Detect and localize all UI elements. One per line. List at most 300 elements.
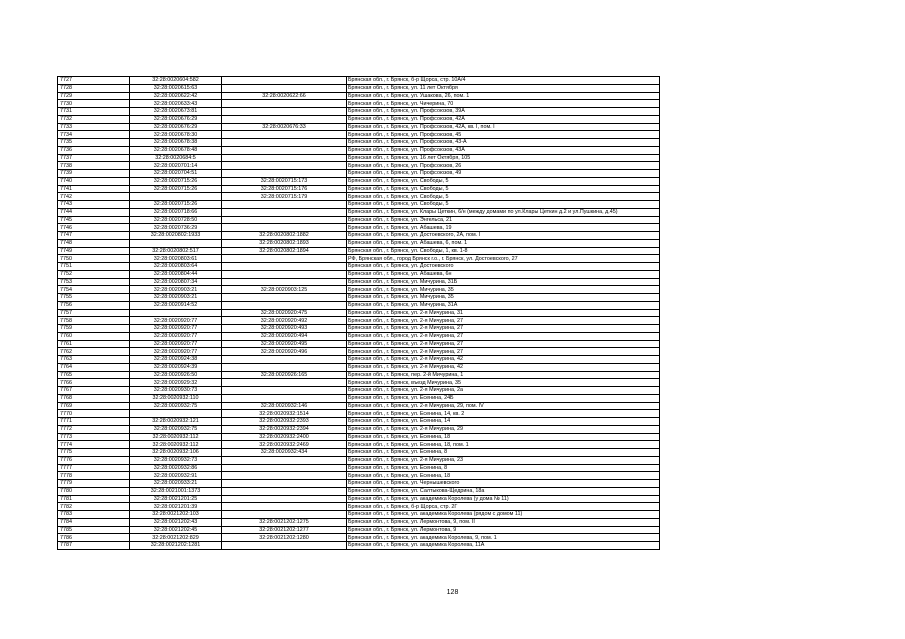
row-number-cell: 7736 xyxy=(58,146,130,154)
sub-object-number-cell xyxy=(222,480,347,488)
cadastral-number-cell: 32:28:0020932:106 xyxy=(130,449,222,457)
cadastral-number-cell: 32:28:0020704:51 xyxy=(130,170,222,178)
row-number-cell: 7750 xyxy=(58,255,130,263)
table-row xyxy=(58,154,660,162)
address-cell: Брянская обл., г. Брянск, ул. 2-я Мичурина, 23 xyxy=(347,456,660,464)
sub-object-number-cell xyxy=(222,278,347,286)
sub-object-number-cell xyxy=(222,108,347,116)
address-cell: Брянская обл., г. Брянск, пер. 2-й Мичурина, 1 xyxy=(347,371,660,379)
sub-object-number-cell: 32:28:0021202:1277 xyxy=(222,526,347,534)
sub-object-number-cell xyxy=(222,301,347,309)
cadastral-number-cell xyxy=(130,410,222,418)
cadastral-number-cell: 32:28:0020932:91 xyxy=(130,472,222,480)
table-row xyxy=(58,356,660,364)
table-row xyxy=(58,224,660,232)
row-number-cell: 7729 xyxy=(58,92,130,100)
address-cell: Брянская обл., г. Брянск, ул. 2-я Мичурина, 29 xyxy=(347,425,660,433)
row-number-cell: 7761 xyxy=(58,340,130,348)
table-row xyxy=(58,239,660,247)
address-cell: Брянская обл., г. Брянск, ул. Свободы, 5 xyxy=(347,193,660,201)
address-cell: Брянская обл., г. Брянск, ул. Профсоюзов, 49 xyxy=(347,170,660,178)
cadastral-number-cell: 32:28:0020903:21 xyxy=(130,286,222,294)
row-number-cell: 7752 xyxy=(58,270,130,278)
table-row xyxy=(58,131,660,139)
sub-object-number-cell xyxy=(222,216,347,224)
address-cell: Брянская обл., г. Брянск, б-р Щорса, стр. 2Г xyxy=(347,503,660,511)
row-number-cell: 7749 xyxy=(58,247,130,255)
row-number-cell: 7784 xyxy=(58,518,130,526)
row-number-cell: 7782 xyxy=(58,503,130,511)
table-row xyxy=(58,394,660,402)
address-cell: Брянская обл., г. Брянск, ул. Есенина, 14 xyxy=(347,418,660,426)
cadastral-number-cell: 32:28:0021001:1373 xyxy=(130,487,222,495)
address-cell: Брянская обл., г. Брянск, ул. Абашева, 6н xyxy=(347,270,660,278)
row-number-cell: 7747 xyxy=(58,232,130,240)
address-cell: Брянская обл., г. Брянск, ул. Есенина, 18, пом. 1 xyxy=(347,441,660,449)
cadastral-number-cell: 32:28:0020920:77 xyxy=(130,317,222,325)
address-cell: Брянская обл., г. Брянск, ул. академика Королева (у дома № 11) xyxy=(347,495,660,503)
row-number-cell: 7756 xyxy=(58,301,130,309)
address-cell: Брянская обл., г. Брянск, ул. 2-я Мичурина, 27 xyxy=(347,325,660,333)
row-number-cell: 7760 xyxy=(58,332,130,340)
row-number-cell: 7771 xyxy=(58,418,130,426)
table-row xyxy=(58,441,660,449)
table-row xyxy=(58,418,660,426)
table-row xyxy=(58,348,660,356)
sub-object-number-cell: 32:28:0020715:176 xyxy=(222,185,347,193)
table-row xyxy=(58,162,660,170)
address-cell: Брянская обл., г. Брянск, ул. Свободы, 5 xyxy=(347,177,660,185)
cadastral-number-cell: 32:28:0020932:121 xyxy=(130,418,222,426)
table-row xyxy=(58,247,660,255)
sub-object-number-cell xyxy=(222,511,347,519)
cadastral-number-cell: 32:28:0020932:110 xyxy=(130,394,222,402)
row-number-cell: 7765 xyxy=(58,371,130,379)
cadastral-number-cell: 32:28:0021202:829 xyxy=(130,534,222,542)
sub-object-number-cell xyxy=(222,456,347,464)
table-row xyxy=(58,402,660,410)
sub-object-number-cell xyxy=(222,464,347,472)
cadastral-number-cell xyxy=(130,193,222,201)
table-row xyxy=(58,495,660,503)
table-row xyxy=(58,232,660,240)
row-number-cell: 7786 xyxy=(58,534,130,542)
sub-object-number-cell xyxy=(222,77,347,85)
sub-object-number-cell: 32:28:0020932:2394 xyxy=(222,425,347,433)
table-row xyxy=(58,255,660,263)
row-number-cell: 7733 xyxy=(58,123,130,131)
cadastral-number-cell: 32:28:0020807:34 xyxy=(130,278,222,286)
sub-object-number-cell xyxy=(222,139,347,147)
sub-object-number-cell xyxy=(222,170,347,178)
row-number-cell: 7767 xyxy=(58,387,130,395)
sub-object-number-cell xyxy=(222,542,347,550)
table-row xyxy=(58,503,660,511)
cadastral-number-cell: 32:28:0020604:582 xyxy=(130,77,222,85)
cadastral-number-cell: 32:28:0020678:30 xyxy=(130,131,222,139)
cadastral-number-cell: 32:28:0021202:43 xyxy=(130,518,222,526)
table-row xyxy=(58,270,660,278)
address-cell: Брянская обл., г. Брянск, ул. Профсоюзов, 45 xyxy=(347,131,660,139)
sub-object-number-cell: 32:28:0020920:492 xyxy=(222,317,347,325)
table-row xyxy=(58,208,660,216)
table-row xyxy=(58,325,660,333)
table-row xyxy=(58,371,660,379)
row-number-cell: 7741 xyxy=(58,185,130,193)
cadastral-number-cell: 32:28:0020914:52 xyxy=(130,301,222,309)
address-cell: Брянская обл., г. Брянск, ул. Чернышевского xyxy=(347,480,660,488)
address-cell: Брянская обл., г. Брянск, ул. Есенина, 18 xyxy=(347,472,660,480)
row-number-cell: 7757 xyxy=(58,309,130,317)
address-cell: Брянская обл., г. Брянск, ул. Профсоюзов, 43-А xyxy=(347,139,660,147)
table-row xyxy=(58,278,660,286)
row-number-cell: 7758 xyxy=(58,317,130,325)
cadastral-number-cell: 32:28:0020673:81 xyxy=(130,108,222,116)
table-row xyxy=(58,123,660,131)
address-cell: Брянская обл., г. Брянск, ул. 2-я Мичурина, 42 xyxy=(347,363,660,371)
address-cell: Брянская обл., г. Брянск, ул. Мичурина, 31А xyxy=(347,301,660,309)
table-row xyxy=(58,526,660,534)
registry-table-body xyxy=(58,77,660,550)
address-cell: Брянская обл., г. Брянск, ул. 2-я Мичурина, 31 xyxy=(347,309,660,317)
cadastral-number-cell: 32:28:0020920:77 xyxy=(130,332,222,340)
row-number-cell: 7740 xyxy=(58,177,130,185)
row-number-cell: 7744 xyxy=(58,208,130,216)
row-number-cell: 7759 xyxy=(58,325,130,333)
sub-object-number-cell xyxy=(222,162,347,170)
address-cell: Брянская обл., г. Брянск, ул. Абашева, 6, пом. 1 xyxy=(347,239,660,247)
sub-object-number-cell xyxy=(222,263,347,271)
table-row xyxy=(58,100,660,108)
row-number-cell: 7764 xyxy=(58,363,130,371)
cadastral-number-cell: 32:28:0021201:25 xyxy=(130,495,222,503)
table-row xyxy=(58,464,660,472)
sub-object-number-cell: 32:28:0020920:493 xyxy=(222,325,347,333)
cadastral-number-cell: 32:28:0020715:26 xyxy=(130,185,222,193)
sub-object-number-cell xyxy=(222,394,347,402)
row-number-cell: 7753 xyxy=(58,278,130,286)
table-row xyxy=(58,185,660,193)
address-cell: Брянская обл., г. Брянск, ул. 2-я Мичурина, 27 xyxy=(347,348,660,356)
sub-object-number-cell: 32:28:0021202:1275 xyxy=(222,518,347,526)
table-row xyxy=(58,201,660,209)
address-cell: РФ, Брянская обл., город Брянск г.о., г. Брянск, ул. Достоевского, 27 xyxy=(347,255,660,263)
cadastral-number-cell: 32:28:0020633:43 xyxy=(130,100,222,108)
address-cell: Брянская обл., г. Брянск, ул. Есенина, 18 xyxy=(347,433,660,441)
sub-object-number-cell xyxy=(222,472,347,480)
address-cell: Брянская обл., г. Брянск, ул. Мичурина, 35 xyxy=(347,294,660,302)
sub-object-number-cell: 32:28:0020932:2393 xyxy=(222,418,347,426)
address-cell: Брянская обл., г. Брянск, ул. 2-я Мичурина, 29, пом. IV xyxy=(347,402,660,410)
table-row xyxy=(58,139,660,147)
address-cell: Брянская обл., г. Брянск, ул. Достоевского, 2А, пом. I xyxy=(347,232,660,240)
cadastral-number-cell: 32:28:0020932:75 xyxy=(130,425,222,433)
row-number-cell: 7783 xyxy=(58,511,130,519)
sub-object-number-cell: 32:28:0020932:2400 xyxy=(222,433,347,441)
row-number-cell: 7777 xyxy=(58,464,130,472)
cadastral-number-cell: 32:28:0021202:103 xyxy=(130,511,222,519)
address-cell: Брянская обл., г. Брянск, ул. Лермонтова, 9, пом. II xyxy=(347,518,660,526)
address-cell: Брянская обл., г. Брянск, ул. Мичурина, 31Б xyxy=(347,278,660,286)
sub-object-number-cell: 32:28:0020622:66 xyxy=(222,92,347,100)
cadastral-number-cell: 32:28:0020926:50 xyxy=(130,371,222,379)
sub-object-number-cell: 32:28:0020932:2469 xyxy=(222,441,347,449)
sub-object-number-cell: 32:28:0020715:173 xyxy=(222,177,347,185)
row-number-cell: 7762 xyxy=(58,348,130,356)
sub-object-number-cell xyxy=(222,224,347,232)
cadastral-number-cell: 32:28:0020920:77 xyxy=(130,325,222,333)
sub-object-number-cell xyxy=(222,84,347,92)
row-number-cell: 7731 xyxy=(58,108,130,116)
row-number-cell: 7787 xyxy=(58,542,130,550)
address-cell: Брянская обл., г. Брянск, ул. 2-я Мичурина, 42 xyxy=(347,356,660,364)
address-cell: Брянская обл., г. Брянск, ул. Энгельса, 21 xyxy=(347,216,660,224)
row-number-cell: 7737 xyxy=(58,154,130,162)
sub-object-number-cell: 32:28:0020802:1882 xyxy=(222,232,347,240)
cadastral-number-cell: 32:28:0020678:48 xyxy=(130,146,222,154)
sub-object-number-cell xyxy=(222,208,347,216)
row-number-cell: 7730 xyxy=(58,100,130,108)
row-number-cell: 7773 xyxy=(58,433,130,441)
cadastral-number-cell: 32:28:0020718:66 xyxy=(130,208,222,216)
address-cell: Брянская обл., г. Брянск, ул. академика Королева, 11А xyxy=(347,542,660,550)
cadastral-number-cell xyxy=(130,309,222,317)
table-row xyxy=(58,363,660,371)
address-cell: Брянская обл., г. Брянск, ул. Лермонтова, 9 xyxy=(347,526,660,534)
row-number-cell: 7785 xyxy=(58,526,130,534)
address-cell: Брянская обл., г. Брянск, ул. академика Королева (рядом с домом 11) xyxy=(347,511,660,519)
table-row xyxy=(58,480,660,488)
sub-object-number-cell: 32:28:0020802:1894 xyxy=(222,247,347,255)
cadastral-number-cell: 32:28:0020932:86 xyxy=(130,464,222,472)
cadastral-number-cell: 32:28:0021202:45 xyxy=(130,526,222,534)
table-row xyxy=(58,108,660,116)
address-cell: Брянская обл., г. Брянск, ул. Мичурина, 35 xyxy=(347,286,660,294)
row-number-cell: 7776 xyxy=(58,456,130,464)
cadastral-number-cell: 32:28:0020930:73 xyxy=(130,387,222,395)
cadastral-number-cell: 32:28:0020678:38 xyxy=(130,139,222,147)
sub-object-number-cell: 32:28:0020932:146 xyxy=(222,402,347,410)
sub-object-number-cell: 32:28:0020920:495 xyxy=(222,340,347,348)
cadastral-number-cell: 32:28:0020701:14 xyxy=(130,162,222,170)
row-number-cell: 7772 xyxy=(58,425,130,433)
sub-object-number-cell: 32:28:0020920:494 xyxy=(222,332,347,340)
cadastral-number-cell: 32:28:0020615:63 xyxy=(130,84,222,92)
cadastral-number-cell: 32:28:0020932:75 xyxy=(130,402,222,410)
sub-object-number-cell: 32:28:0020920:475 xyxy=(222,309,347,317)
table-row xyxy=(58,317,660,325)
row-number-cell: 7781 xyxy=(58,495,130,503)
address-cell: Брянская обл., г. Брянск, ул. Профсоюзов, 39А xyxy=(347,108,660,116)
sub-object-number-cell xyxy=(222,115,347,123)
table-row xyxy=(58,294,660,302)
table-row xyxy=(58,77,660,85)
table-row xyxy=(58,216,660,224)
table-row xyxy=(58,449,660,457)
row-number-cell: 7774 xyxy=(58,441,130,449)
address-cell: Брянская обл., г. Брянск, ул. 2-я Мичурина, 27 xyxy=(347,332,660,340)
row-number-cell: 7755 xyxy=(58,294,130,302)
row-number-cell: 7738 xyxy=(58,162,130,170)
sub-object-number-cell xyxy=(222,363,347,371)
cadastral-number-cell: 32:28:0020676:29 xyxy=(130,123,222,131)
table-row xyxy=(58,433,660,441)
table-row xyxy=(58,534,660,542)
address-cell: Брянская обл., г. Брянск, ул. 2-я Мичурина, 2а xyxy=(347,387,660,395)
row-number-cell: 7751 xyxy=(58,263,130,271)
sub-object-number-cell xyxy=(222,487,347,495)
address-cell: Брянская обл., г. Брянск, ул. 11 лет Октября xyxy=(347,84,660,92)
table-row xyxy=(58,456,660,464)
cadastral-number-cell: 32:28:0020802:1933 xyxy=(130,232,222,240)
address-cell: Брянская обл., г. Брянск, ул. Клары Цеткин, 6/н (между домами по ул.Клары Цеткин д.2 и ул.Пушкина, д.45) xyxy=(347,208,660,216)
sub-object-number-cell: 32:28:0020802:1893 xyxy=(222,239,347,247)
address-cell: Брянская обл., г. Брянск, ул. Абашева, 19 xyxy=(347,224,660,232)
address-cell: Брянская обл., г. Брянск, б-р Щорса, стр. 10А/4 xyxy=(347,77,660,85)
cadastral-number-cell: 32:28:0020932:112 xyxy=(130,433,222,441)
table-row xyxy=(58,472,660,480)
row-number-cell: 7770 xyxy=(58,410,130,418)
table-row xyxy=(58,542,660,550)
address-cell: Брянская обл., г. Брянск, ул. Есенина, 8 xyxy=(347,449,660,457)
table-row xyxy=(58,518,660,526)
table-row xyxy=(58,193,660,201)
cadastral-number-cell: 32:28:0020924:39 xyxy=(130,363,222,371)
sub-object-number-cell xyxy=(222,255,347,263)
sub-object-number-cell xyxy=(222,154,347,162)
address-cell: Брянская обл., г. Брянск, ул. академика Королева, 9, пом. 1 xyxy=(347,534,660,542)
table-row xyxy=(58,286,660,294)
cadastral-number-cell: 32:28:0020802:517 xyxy=(130,247,222,255)
address-cell: Брянская обл., г. Брянск, ул. Есенина, 14, кв. 2 xyxy=(347,410,660,418)
cadastral-number-cell: 32:28:0020622:42 xyxy=(130,92,222,100)
table-row xyxy=(58,263,660,271)
cadastral-number-cell: 32:28:0020929:32 xyxy=(130,379,222,387)
row-number-cell: 7769 xyxy=(58,402,130,410)
row-number-cell: 7778 xyxy=(58,472,130,480)
table-row xyxy=(58,146,660,154)
sub-object-number-cell xyxy=(222,146,347,154)
cadastral-number-cell: 32:28:0020736:29 xyxy=(130,224,222,232)
sub-object-number-cell xyxy=(222,495,347,503)
sub-object-number-cell xyxy=(222,379,347,387)
row-number-cell: 7779 xyxy=(58,480,130,488)
sub-object-number-cell: 32:28:0020926:165 xyxy=(222,371,347,379)
row-number-cell: 7728 xyxy=(58,84,130,92)
address-cell: Брянская обл., г. Брянск, ул. 16 лет Октября, 105 xyxy=(347,154,660,162)
sub-object-number-cell: 32:28:0020676:33 xyxy=(222,123,347,131)
sub-object-number-cell: 32:28:0021202:1280 xyxy=(222,534,347,542)
sub-object-number-cell xyxy=(222,131,347,139)
cadastral-number-cell: 32:28:0020715:26 xyxy=(130,201,222,209)
table-row xyxy=(58,332,660,340)
address-cell: Брянская обл., г. Брянск, ул. Свободы, 5 xyxy=(347,185,660,193)
address-cell: Брянская обл., г. Брянск, ул. Салтыкова-Щедрина, 18а xyxy=(347,487,660,495)
address-cell: Брянская обл., г. Брянск, ул. 2-я Мичурина, 27 xyxy=(347,340,660,348)
cadastral-number-cell: 32:28:0020920:77 xyxy=(130,348,222,356)
cadastral-number-cell: 32:28:0020803:61 xyxy=(130,255,222,263)
cadastral-number-cell: 32:28:0020804:44 xyxy=(130,270,222,278)
row-number-cell: 7739 xyxy=(58,170,130,178)
table-row xyxy=(58,340,660,348)
address-cell: Брянская обл., г. Брянск, ул. Достоевского xyxy=(347,263,660,271)
sub-object-number-cell xyxy=(222,201,347,209)
address-cell: Брянская обл., г. Брянск, ул. Есенина, 8 xyxy=(347,464,660,472)
row-number-cell: 7780 xyxy=(58,487,130,495)
row-number-cell: 7743 xyxy=(58,201,130,209)
table-row xyxy=(58,487,660,495)
address-cell: Брянская обл., г. Брянск, ул. Профсоюзов, 26 xyxy=(347,162,660,170)
cadastral-number-cell: 32:28:0020684:5 xyxy=(130,154,222,162)
address-cell: Брянская обл., г. Брянск, ул. Чичерина, 70 xyxy=(347,100,660,108)
page-number: 128 xyxy=(446,589,459,596)
table-row xyxy=(58,177,660,185)
row-number-cell: 7727 xyxy=(58,77,130,85)
cadastral-number-cell: 32:28:0020932:73 xyxy=(130,456,222,464)
sub-object-number-cell xyxy=(222,503,347,511)
row-number-cell: 7735 xyxy=(58,139,130,147)
cadastral-number-cell: 32:28:0020676:29 xyxy=(130,115,222,123)
table-row xyxy=(58,84,660,92)
sub-object-number-cell: 32:28:0020920:496 xyxy=(222,348,347,356)
cadastral-number-cell: 32:28:0020924:38 xyxy=(130,356,222,364)
sub-object-number-cell xyxy=(222,356,347,364)
table-row xyxy=(58,309,660,317)
sub-object-number-cell xyxy=(222,270,347,278)
address-cell: Брянская обл., г. Брянск, ул. Профсоюзов, 43А xyxy=(347,146,660,154)
address-cell: Брянская обл., г. Брянск, ул. Профсоюзов, 42А, кв. I, пом. I xyxy=(347,123,660,131)
table-row xyxy=(58,301,660,309)
row-number-cell: 7732 xyxy=(58,115,130,123)
row-number-cell: 7766 xyxy=(58,379,130,387)
address-cell: Брянская обл., г. Брянск, ул. Свободы, 5 xyxy=(347,201,660,209)
table-row xyxy=(58,387,660,395)
table-row xyxy=(58,92,660,100)
row-number-cell: 7775 xyxy=(58,449,130,457)
row-number-cell: 7745 xyxy=(58,216,130,224)
address-cell: Брянская обл., г. Брянск, ул. Профсоюзов, 42А xyxy=(347,115,660,123)
cadastral-number-cell: 32:28:0020715:26 xyxy=(130,177,222,185)
address-cell: Брянская обл., г. Брянск, въезд Мичурина, 35 xyxy=(347,379,660,387)
cadastral-number-cell: 32:28:0020932:112 xyxy=(130,441,222,449)
table-row xyxy=(58,379,660,387)
cadastral-number-cell: 32:28:0020933:21 xyxy=(130,480,222,488)
sub-object-number-cell: 32:28:0020932:1514 xyxy=(222,410,347,418)
sub-object-number-cell xyxy=(222,387,347,395)
address-cell: Брянская обл., г. Брянск, ул. Есенина, 24Б xyxy=(347,394,660,402)
table-row xyxy=(58,511,660,519)
row-number-cell: 7734 xyxy=(58,131,130,139)
cadastral-number-cell xyxy=(130,239,222,247)
sub-object-number-cell: 32:28:0020932:434 xyxy=(222,449,347,457)
sub-object-number-cell: 32:28:0020903:125 xyxy=(222,286,347,294)
address-cell: Брянская обл., г. Брянск, ул. 2-я Мичурина, 27 xyxy=(347,317,660,325)
row-number-cell: 7768 xyxy=(58,394,130,402)
table-row xyxy=(58,115,660,123)
row-number-cell: 7754 xyxy=(58,286,130,294)
cadastral-number-cell: 32:28:0020803:64 xyxy=(130,263,222,271)
sub-object-number-cell xyxy=(222,294,347,302)
row-number-cell: 7763 xyxy=(58,356,130,364)
cadastral-number-cell: 32:28:0020728:50 xyxy=(130,216,222,224)
row-number-cell: 7748 xyxy=(58,239,130,247)
registry-table xyxy=(57,76,660,550)
table-row xyxy=(58,410,660,418)
sub-object-number-cell xyxy=(222,100,347,108)
address-cell: Брянская обл., г. Брянск, ул. Ушакова, 26, пом. 1 xyxy=(347,92,660,100)
row-number-cell: 7746 xyxy=(58,224,130,232)
table-row xyxy=(58,425,660,433)
